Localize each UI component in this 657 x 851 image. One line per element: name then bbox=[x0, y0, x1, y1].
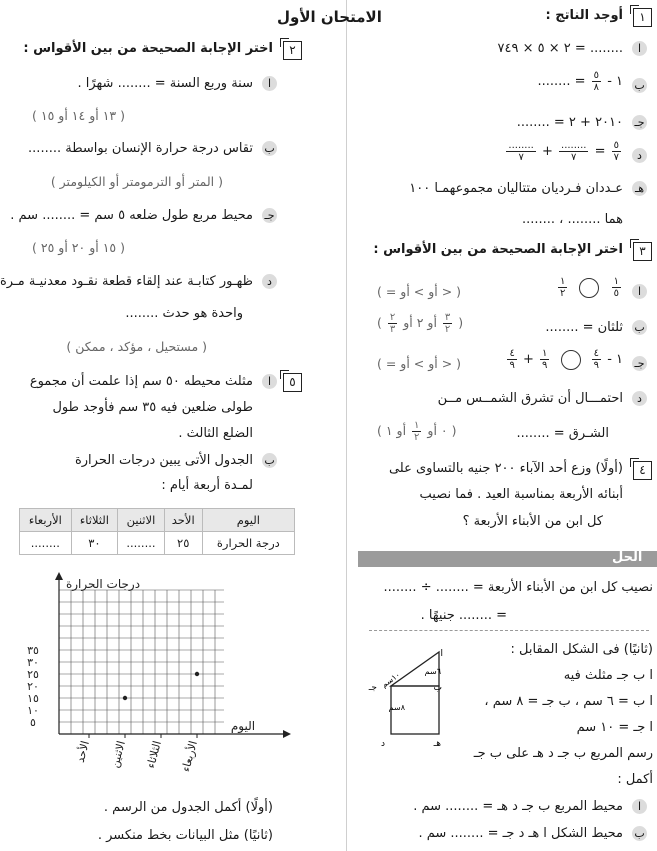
table-row bbox=[20, 532, 295, 555]
q1-letter-a: ا bbox=[632, 41, 647, 56]
label-a: ا bbox=[440, 649, 443, 659]
q3-letter-d: د bbox=[632, 391, 647, 406]
solution-label: الحل bbox=[612, 550, 643, 565]
table-header-cell: الثلاثاء bbox=[71, 509, 117, 532]
q5-a-line1: مثلث محيطه ٥٠ سم إذا علمت أن مجموع bbox=[29, 374, 253, 389]
q1-a-text: ٢ × ٥ × ٧٤٩ = ........ bbox=[497, 41, 623, 56]
complete-a-text: محيط المربع ب جـ د هـ = ........ سم . bbox=[413, 799, 623, 814]
q1-letter-d: د bbox=[632, 148, 647, 163]
q5-letter-b: ب bbox=[262, 453, 277, 468]
part2-line6: أكمل : bbox=[617, 772, 653, 787]
q2-letter-c: جـ bbox=[262, 208, 277, 223]
q3-b-text: ثلثان = ........ bbox=[545, 320, 623, 335]
q2-a-text: سنة وربع السنة = ........ شهرًا . bbox=[77, 76, 253, 91]
complete-letter-a: ا bbox=[632, 799, 647, 814]
q3-b-choices: ( $\frac{٣}{٢}$ أو ٢ أو $\frac{٢}{٣}$ ) bbox=[377, 312, 464, 335]
q1-letter-b: ب bbox=[632, 78, 647, 93]
y-tick-label: ٢٥ bbox=[27, 668, 39, 681]
data-point bbox=[123, 696, 127, 700]
table-cell: ٣٠ bbox=[71, 532, 117, 555]
q3-letter-c: جـ bbox=[632, 356, 647, 371]
column-divider bbox=[346, 0, 347, 851]
label-ab: ٦سم bbox=[424, 667, 441, 676]
q2-letter-a: ا bbox=[262, 76, 277, 91]
q3-heading: اختر الإجابة الصحيحة من بين الأقواس : bbox=[373, 242, 623, 257]
q2-letter-d: د bbox=[262, 274, 277, 289]
label-c: جـ bbox=[368, 683, 377, 693]
q3-c-choices: ( < أو > أو = ) bbox=[377, 356, 462, 371]
q5-a-line3: الضلع الثالث . bbox=[178, 426, 253, 441]
q3-number: ٣ bbox=[633, 242, 652, 261]
part2-line4: ا جـ = ١٠ سم bbox=[576, 720, 653, 735]
x-tick-label: الأحد bbox=[73, 739, 92, 764]
y-tick-label: ٥ bbox=[30, 716, 36, 729]
q3-letter-b: ب bbox=[632, 320, 647, 335]
q3-a-choices: ( < أو > أو = ) bbox=[377, 284, 462, 299]
q1-heading: أوجد الناتج : bbox=[545, 8, 623, 23]
q2-b-text: تقاس درجة حرارة الإنسان بواسطة ........ bbox=[28, 141, 253, 156]
temperature-chart bbox=[19, 566, 299, 798]
q3-c-expr: ١ - $\frac{٤}{٩}$ $\frac{١}{٩}$ + $\frac{٤}{٩}$ bbox=[509, 348, 623, 371]
q1-d-expr: $\frac{٥}{٧}$ = $\frac{........}{٧}$ + $\frac{........}{٧}$ bbox=[508, 140, 619, 163]
label-e: هـ bbox=[433, 739, 441, 749]
q4-line1: (أولًا) وزع أحد الآباء ٢٠٠ جنيه بالتساوى على bbox=[388, 461, 623, 476]
table-header-row bbox=[20, 509, 295, 532]
q2-d-choices: ( مستحيل ، مؤكد ، ممكن ) bbox=[66, 339, 207, 354]
y-axis-arrow bbox=[55, 572, 63, 580]
q2-b-choices: ( المتر أو الترمومتر أو الكيلومتر ) bbox=[50, 174, 223, 189]
table-cell: ........ bbox=[118, 532, 165, 555]
temperature-table bbox=[19, 508, 295, 555]
q2-c-text: محيط مربع طول ضلعه ٥ سم = ........ سم . bbox=[10, 208, 253, 223]
part2-line3: ا ب = ٦ سم ، ب جـ = ٨ سم ، bbox=[484, 694, 653, 709]
q1-letter-c: جـ bbox=[632, 115, 647, 130]
table-cell: درجة الحرارة bbox=[202, 532, 294, 555]
q1-number: ١ bbox=[633, 8, 652, 27]
q4-line2: أبنائه الأربعة بمناسبة العيد . فما نصيب bbox=[419, 487, 623, 502]
triangle-square-figure bbox=[368, 648, 461, 758]
label-bc: ٨سم bbox=[388, 703, 405, 712]
table-cell: ٢٥ bbox=[164, 532, 202, 555]
q3-a-expr: $\frac{١}{٥}$ $\frac{١}{٢}$ bbox=[559, 276, 619, 299]
q1-e-text2: هما ........ ، ........ bbox=[521, 212, 623, 227]
q5-final-line2: (ثانيًا) مثل البيانات بخط منكسر . bbox=[97, 828, 273, 843]
q1-b-tail: = ........ bbox=[537, 74, 586, 89]
complete-letter-b: ب bbox=[632, 826, 647, 841]
q3-d-text: احتمـــال أن تشرق الشمــس مــن bbox=[437, 391, 623, 406]
label-ac: ١٠سم bbox=[379, 670, 402, 690]
y-tick-label: ١٥ bbox=[27, 692, 39, 705]
x-axis-title: اليوم bbox=[230, 719, 256, 733]
x-tick-label: الثلاثاء bbox=[144, 739, 164, 770]
label-d: د bbox=[380, 739, 385, 749]
q4-line3: كل ابن من الأبناء الأربعة ؟ bbox=[462, 514, 603, 529]
q1-b-expr bbox=[537, 70, 623, 93]
table-header-cell: اليوم bbox=[202, 509, 294, 532]
label-b: ب bbox=[433, 683, 442, 693]
q1-b-minus: ١ - bbox=[607, 74, 623, 89]
y-tick-label: ٣٠ bbox=[27, 656, 39, 669]
q5-number: ٥ bbox=[283, 373, 302, 392]
x-tick-label: الاثنين bbox=[108, 739, 128, 770]
part2-line5: رسم المربع ب جـ د هـ على ب جـ bbox=[473, 746, 653, 761]
x-tick-label: الأربعاء bbox=[179, 739, 200, 774]
q1-e-text: عـددان فـرديان متتاليان مجموعهمـا ١٠٠ bbox=[409, 181, 623, 196]
q2-a-choices: ( ١٣ أو ١٤ أو ١٥ ) bbox=[32, 108, 125, 123]
q5-letter-a: ا bbox=[262, 374, 277, 389]
data-point bbox=[195, 672, 199, 676]
q5-b-line1: الجدول الأتى يبين درجات الحرارة bbox=[74, 453, 253, 468]
table-header-cell: الأحد bbox=[164, 509, 202, 532]
q5-a-line2: طولى ضلعين فيه ٣٥ سم فأوجد طول bbox=[52, 400, 253, 415]
q1-b-fraction: $\frac{٥}{٨}$ bbox=[593, 70, 600, 93]
separator-line bbox=[369, 630, 649, 632]
q2-number: ٢ bbox=[283, 41, 302, 60]
q2-d-text: ظهـور كتابـة عند إلقاء قطعة نقـود معدنيـة مـرة bbox=[0, 274, 253, 289]
part2-line1: (ثانيًا) فى الشكل المقابل : bbox=[510, 642, 653, 657]
q1-letter-e: هـ bbox=[632, 181, 647, 196]
q5-b-line2: لمـدة أربعة أيام : bbox=[161, 478, 253, 493]
q2-letter-b: ب bbox=[262, 141, 277, 156]
q1-c-text: ٢٠١٠ + ٢ = ........ bbox=[516, 115, 623, 130]
solution-line2: = ........ جنيهًا . bbox=[420, 608, 507, 623]
q2-heading: اختر الإجابة الصحيحة من بين الأقواس : bbox=[23, 41, 273, 56]
solution-line1: نصيب كل ابن من الأبناء الأربعة = ........ ÷ ........ bbox=[383, 580, 653, 595]
q2-c-choices: ( ١٥ أو ٢٠ أو ٢٥ ) bbox=[32, 240, 125, 255]
q4-number: ٤ bbox=[633, 461, 652, 480]
exam-title: الامتحان الأول bbox=[277, 8, 382, 26]
table-header-cell: الاثنين bbox=[118, 509, 165, 532]
q2-d-text2: واحدة هو حدث ........ bbox=[125, 306, 243, 321]
q3-d-choices: ( ٠ أو $\frac{١}{٢}$ أو ١ ) bbox=[377, 420, 457, 443]
table-header-cell: الأربعاء bbox=[20, 509, 72, 532]
q3-letter-a: ا bbox=[632, 284, 647, 299]
y-tick-label: ٢٠ bbox=[27, 680, 39, 693]
q5-final-line1: (أولًا) أكمل الجدول من الرسم . bbox=[103, 800, 273, 815]
x-axis-arrow bbox=[283, 730, 291, 738]
y-tick-label: ٣٥ bbox=[27, 644, 39, 657]
y-tick-label: ١٠ bbox=[27, 704, 39, 717]
q3-d-text2: الشـرق = ........ bbox=[516, 426, 609, 441]
y-axis-title: درجات الحرارة bbox=[65, 577, 141, 591]
complete-b-text: محيط الشكل ا هـ د جـ = ........ سم . bbox=[418, 826, 623, 841]
part2-line2: ا ب جـ مثلث فيه bbox=[563, 668, 653, 683]
table-cell: ........ bbox=[20, 532, 72, 555]
